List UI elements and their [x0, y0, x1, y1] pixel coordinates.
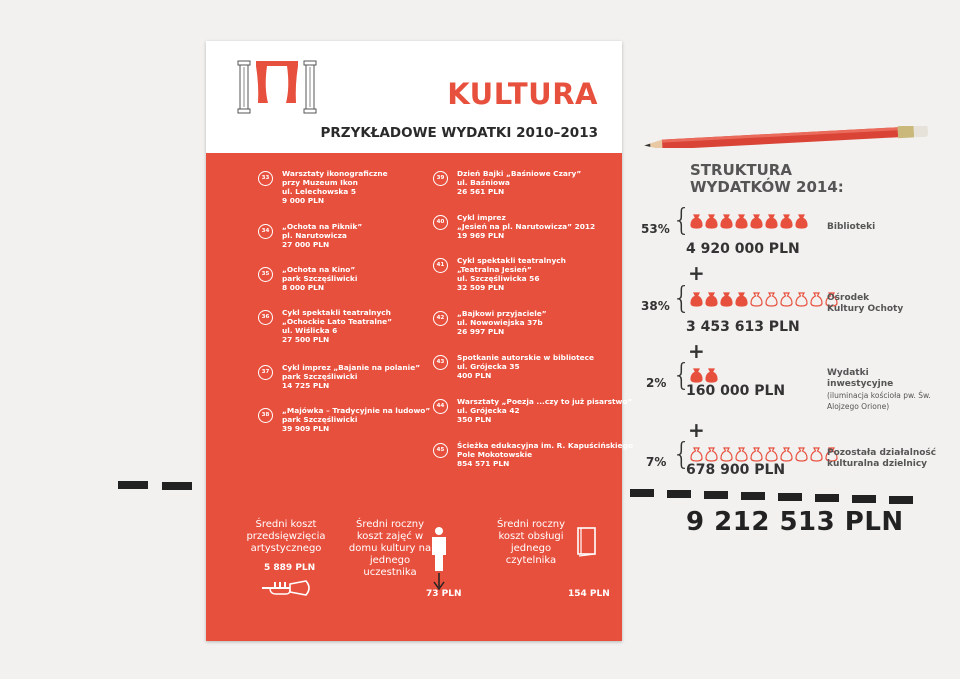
money-bag-icon — [795, 447, 808, 462]
money-bag-icon — [720, 292, 733, 307]
money-bag-icon — [720, 447, 733, 462]
book-icon — [576, 527, 598, 557]
item-number: 42 — [433, 311, 448, 326]
poster: KULTURA PRZYKŁADOWE WYDATKI 2010–2013 33 Warsztaty ikonograficzne przy Muzeum Ikon ul. Lelechowska 5 9 000 PLN 34 „Ochota na Piknik” pl. Narutowicza 27 000 PLN 35 „Ochota na Kino” park Szczęśliwicki 8 000 PLN 36 Cykl spektakli teatralnych „Ochockie Lato Teatralne” ul. Wiślicka 6 27 500 PLN 37 Cykl imprez „Bajanie na polanie” park Szczęśliwicki 14 725 PLN 38 „Majówka – Tradycyjnie na ludowo” park Szczęśliwicki 39 909 PLN 39 Dzień Bajki „Baśniowe Czary” ul. Baśniowa 26 561 PLN 40 Cykl imprez „Jesień na pl. Narutowicza” 2012 19 969 PLN 41 Cykl spektakli teatralnych „Teatralna Jesień” ul. Szczęśliwicka 56 32 509 PLN 42 „Bajkowi przyjaciele” ul. Nowowiejska 37b 26 997 PLN 43 Spotkanie autorskie w bibliotece ul. Grójecka 35 400 PLN 44 Warsztaty „Poezja ...czy to już pisarstwo” ul. Grójecka 42 350 PLN 45 Ścieżka edukacyjna im. R. Kapuścińskiego Pole Mokotowskie 854 571 PLN Średni koszt przedsięwzięcia artystycznego 5 889 PLN Średni roczny koszt zajęć w domu kultury na jednego uczestnika 73 PLN Średni roczny koszt obsługi jednego czytelnika 154 PLN — [206, 41, 622, 641]
money-bag-icon — [810, 447, 823, 462]
item-number: 35 — [258, 267, 273, 282]
item-number: 41 — [433, 258, 448, 273]
share-percent: 53% — [641, 222, 670, 236]
item-number: 36 — [258, 310, 273, 325]
money-bag-icon — [750, 447, 763, 462]
item-number: 39 — [433, 171, 448, 186]
money-bags-libraries — [690, 214, 810, 233]
money-bag-icon — [690, 368, 703, 383]
money-bag-icon — [750, 292, 763, 307]
total-amount: 9 212 513 PLN — [686, 507, 904, 537]
brace: { — [672, 437, 692, 472]
money-bag-icon — [750, 214, 763, 229]
brace: { — [672, 203, 692, 238]
money-bag-icon — [705, 447, 718, 462]
item-number: 34 — [258, 224, 273, 239]
item-number: 45 — [433, 443, 448, 458]
average-cost-project-label: Średni koszt przedsięwzięcia artystycznego — [246, 519, 326, 554]
share-percent: 38% — [641, 299, 670, 313]
item-number: 33 — [258, 171, 273, 186]
plus-sign: + — [688, 418, 705, 442]
money-bag-icon — [810, 292, 823, 307]
pencil-icon — [640, 126, 936, 148]
money-bag-icon — [780, 292, 793, 307]
average-cost-project-value: 5 889 PLN — [264, 563, 316, 573]
money-bag-icon — [705, 214, 718, 229]
person-icon — [428, 527, 450, 593]
brace: { — [672, 281, 692, 316]
money-bag-icon — [780, 447, 793, 462]
item-number: 44 — [433, 399, 448, 414]
money-bag-icon — [690, 447, 703, 462]
money-bag-icon — [705, 292, 718, 307]
item-number: 37 — [258, 365, 273, 380]
amount: 678 900 PLN — [686, 462, 786, 478]
money-bag-icon — [690, 214, 703, 229]
money-bag-icon — [735, 292, 748, 307]
money-bag-icon — [765, 447, 778, 462]
brace: { — [672, 358, 692, 393]
trumpet-icon — [260, 579, 316, 597]
category-label: Biblioteki — [827, 222, 876, 232]
category-label: Wydatki inwestycyjne (iluminacja kościoła pw. Św. Alojzego Orione) — [827, 368, 931, 411]
money-bag-icon — [735, 214, 748, 229]
item-number: 43 — [433, 355, 448, 370]
money-bag-icon — [690, 292, 703, 307]
stage-curtain-icon — [234, 59, 320, 115]
average-cost-participant-value: 73 PLN — [426, 589, 462, 599]
money-bag-icon — [795, 292, 808, 307]
category-label: Pozostała działalność kulturalna dzielnicy — [827, 448, 937, 469]
category-label: Ośrodek Kultury Ochoty — [827, 293, 904, 314]
amount: 160 000 PLN — [686, 383, 786, 399]
item-number: 38 — [258, 408, 273, 423]
share-percent: 2% — [646, 376, 667, 390]
structure-title: STRUKTURA WYDATKÓW 2014: — [690, 161, 844, 196]
page-title: KULTURA — [447, 77, 598, 111]
page-subtitle: PRZYKŁADOWE WYDATKI 2010–2013 — [320, 125, 598, 141]
plus-sign: + — [688, 339, 705, 363]
average-cost-reader-label: Średni roczny koszt obsługi jednego czytelnika — [496, 519, 566, 566]
money-bag-icon — [765, 214, 778, 229]
money-bag-icon — [780, 214, 793, 229]
amount: 4 920 000 PLN — [686, 241, 800, 257]
item-number: 40 — [433, 215, 448, 230]
amount: 3 453 613 PLN — [686, 319, 800, 335]
money-bag-icon — [765, 292, 778, 307]
plus-sign: + — [688, 261, 705, 285]
money-bag-icon — [705, 368, 718, 383]
share-percent: 7% — [646, 455, 667, 469]
money-bag-icon — [720, 214, 733, 229]
average-cost-reader-value: 154 PLN — [568, 589, 610, 599]
money-bag-icon — [795, 214, 808, 229]
average-cost-participant-label: Średni roczny koszt zajęć w domu kultury na jednego uczestnika — [348, 519, 432, 578]
money-bags-culture-center — [690, 292, 840, 311]
money-bag-icon — [735, 447, 748, 462]
